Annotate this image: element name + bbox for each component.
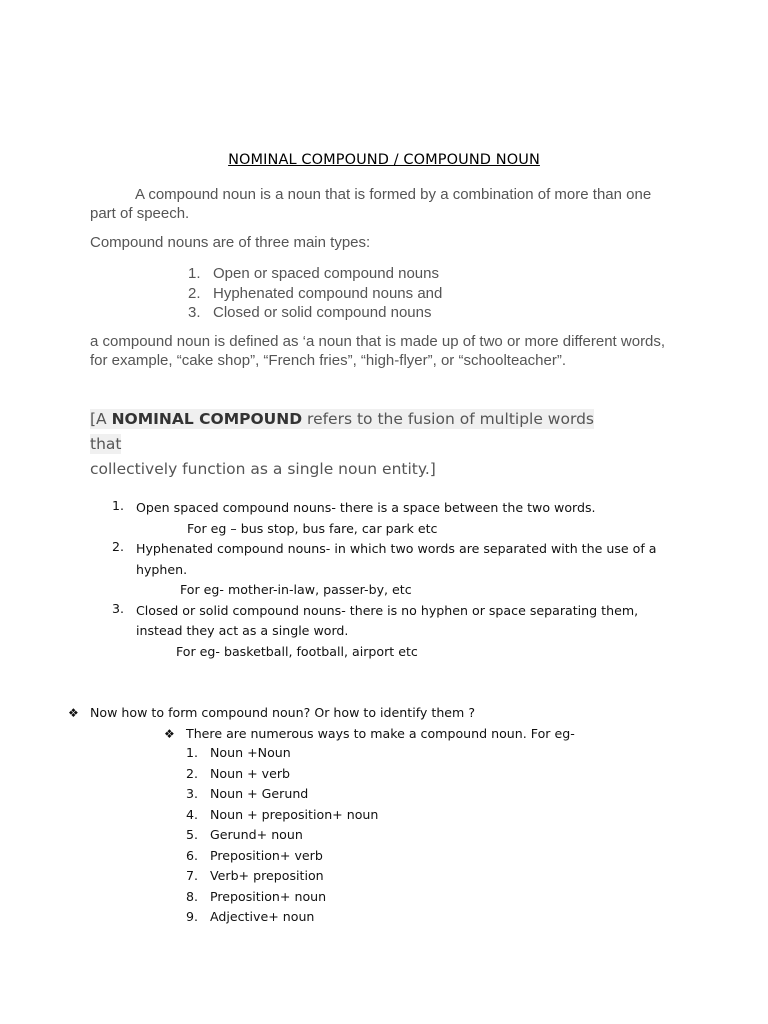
- method-item: [186, 764, 378, 785]
- list-item-label: Open or spaced compound nouns: [213, 265, 439, 282]
- page-title: NOMINAL COMPOUND / COMPOUND NOUN: [228, 152, 540, 168]
- method-item: [186, 743, 378, 764]
- list-number: 2.: [188, 284, 201, 302]
- diamond-bullet-icon: ❖: [164, 726, 175, 741]
- quote-line-2: collectively function as a single noun entity.]: [90, 460, 436, 478]
- method-label: Noun +Noun: [210, 745, 291, 760]
- definition-item: [112, 601, 672, 663]
- list-number: 2.: [112, 539, 125, 554]
- method-label: Noun + Gerund: [210, 786, 309, 801]
- list-number: 3.: [186, 786, 199, 801]
- bullet-answer: There are numerous ways to make a compound noun. For eg-: [186, 725, 575, 741]
- definition-item: [112, 539, 672, 601]
- list-number: 3.: [112, 600, 125, 616]
- definition-text: Closed or solid compound nouns- there is no hyphen or space separating them, instead they act as a single word.: [136, 602, 639, 638]
- list-number: 9.: [186, 909, 199, 924]
- method-label: Adjective+ noun: [210, 909, 315, 924]
- types-intro: Compound nouns are of three main types:: [90, 234, 371, 251]
- bullet-answer-row: [0, 724, 768, 745]
- definition-text: Open spaced compound nouns- there is a space between the two words.: [136, 500, 596, 515]
- method-label: Gerund+ noun: [210, 827, 303, 842]
- types-list: [188, 264, 442, 323]
- quote-open: [A: [90, 410, 112, 428]
- list-number: 8.: [186, 888, 199, 904]
- intro-paragraph: A compound noun is a noun that is formed by a combination of more than one part of speech.: [90, 186, 652, 222]
- list-number: 4.: [186, 806, 199, 822]
- types-list-item: [188, 284, 442, 304]
- method-label: Verb+ preposition: [210, 868, 324, 883]
- method-label: Preposition+ verb: [210, 847, 323, 863]
- list-number: 1.: [112, 498, 125, 513]
- list-number: 7.: [186, 868, 199, 883]
- list-number: 1.: [188, 265, 201, 282]
- method-label: Noun + preposition+ noun: [210, 806, 379, 822]
- quote-line-1: [90, 409, 594, 454]
- types-list-item: [188, 303, 442, 323]
- types-list-item: [188, 264, 442, 284]
- quote-line1-rest: refers to the fusion of multiple words that: [90, 410, 594, 453]
- methods-list: [186, 743, 378, 928]
- list-number: 3.: [188, 304, 201, 321]
- method-item: [186, 887, 378, 908]
- method-label: Preposition+ noun: [210, 888, 327, 904]
- method-item: [186, 866, 378, 887]
- method-label: Noun + verb: [210, 765, 291, 781]
- definition-paragraph: a compound noun is defined as ‘a noun that is made up of two or more different words, for example, “cake shop”, “French fries”, “high-flyer”, or “schoolteacher”.: [90, 333, 666, 369]
- list-number: 1.: [186, 745, 199, 760]
- definition-example: For eg- basketball, football, airport etc: [176, 643, 418, 659]
- list-number: 6.: [186, 847, 199, 863]
- method-item: [186, 805, 378, 826]
- bullet-question: Now how to form compound noun? Or how to identify them ?: [90, 705, 476, 720]
- list-item-label: Closed or solid compound nouns: [213, 304, 432, 321]
- highlighted-quote: [90, 407, 610, 482]
- method-item: [186, 784, 378, 805]
- definition-item: [112, 498, 672, 539]
- bullet-question-row: [0, 703, 768, 724]
- method-item: [186, 846, 378, 867]
- definition-example: For eg- mother-in-law, passer-by, etc: [180, 582, 412, 597]
- method-item: [186, 907, 378, 928]
- list-number: 5.: [186, 827, 199, 842]
- definitions-list: [0, 498, 768, 662]
- quote-bold-term: NOMINAL COMPOUND: [111, 410, 303, 428]
- method-item: [186, 825, 378, 846]
- list-item-label: Hyphenated compound nouns and: [213, 284, 443, 302]
- bullet-section: [0, 703, 768, 744]
- definition-text: Hyphenated compound nouns- in which two words are separated with the use of a hyphen.: [136, 541, 657, 577]
- diamond-bullet-icon: ❖: [68, 706, 79, 720]
- definition-example: For eg – bus stop, bus fare, car park etc: [187, 520, 438, 536]
- list-number: 2.: [186, 765, 199, 781]
